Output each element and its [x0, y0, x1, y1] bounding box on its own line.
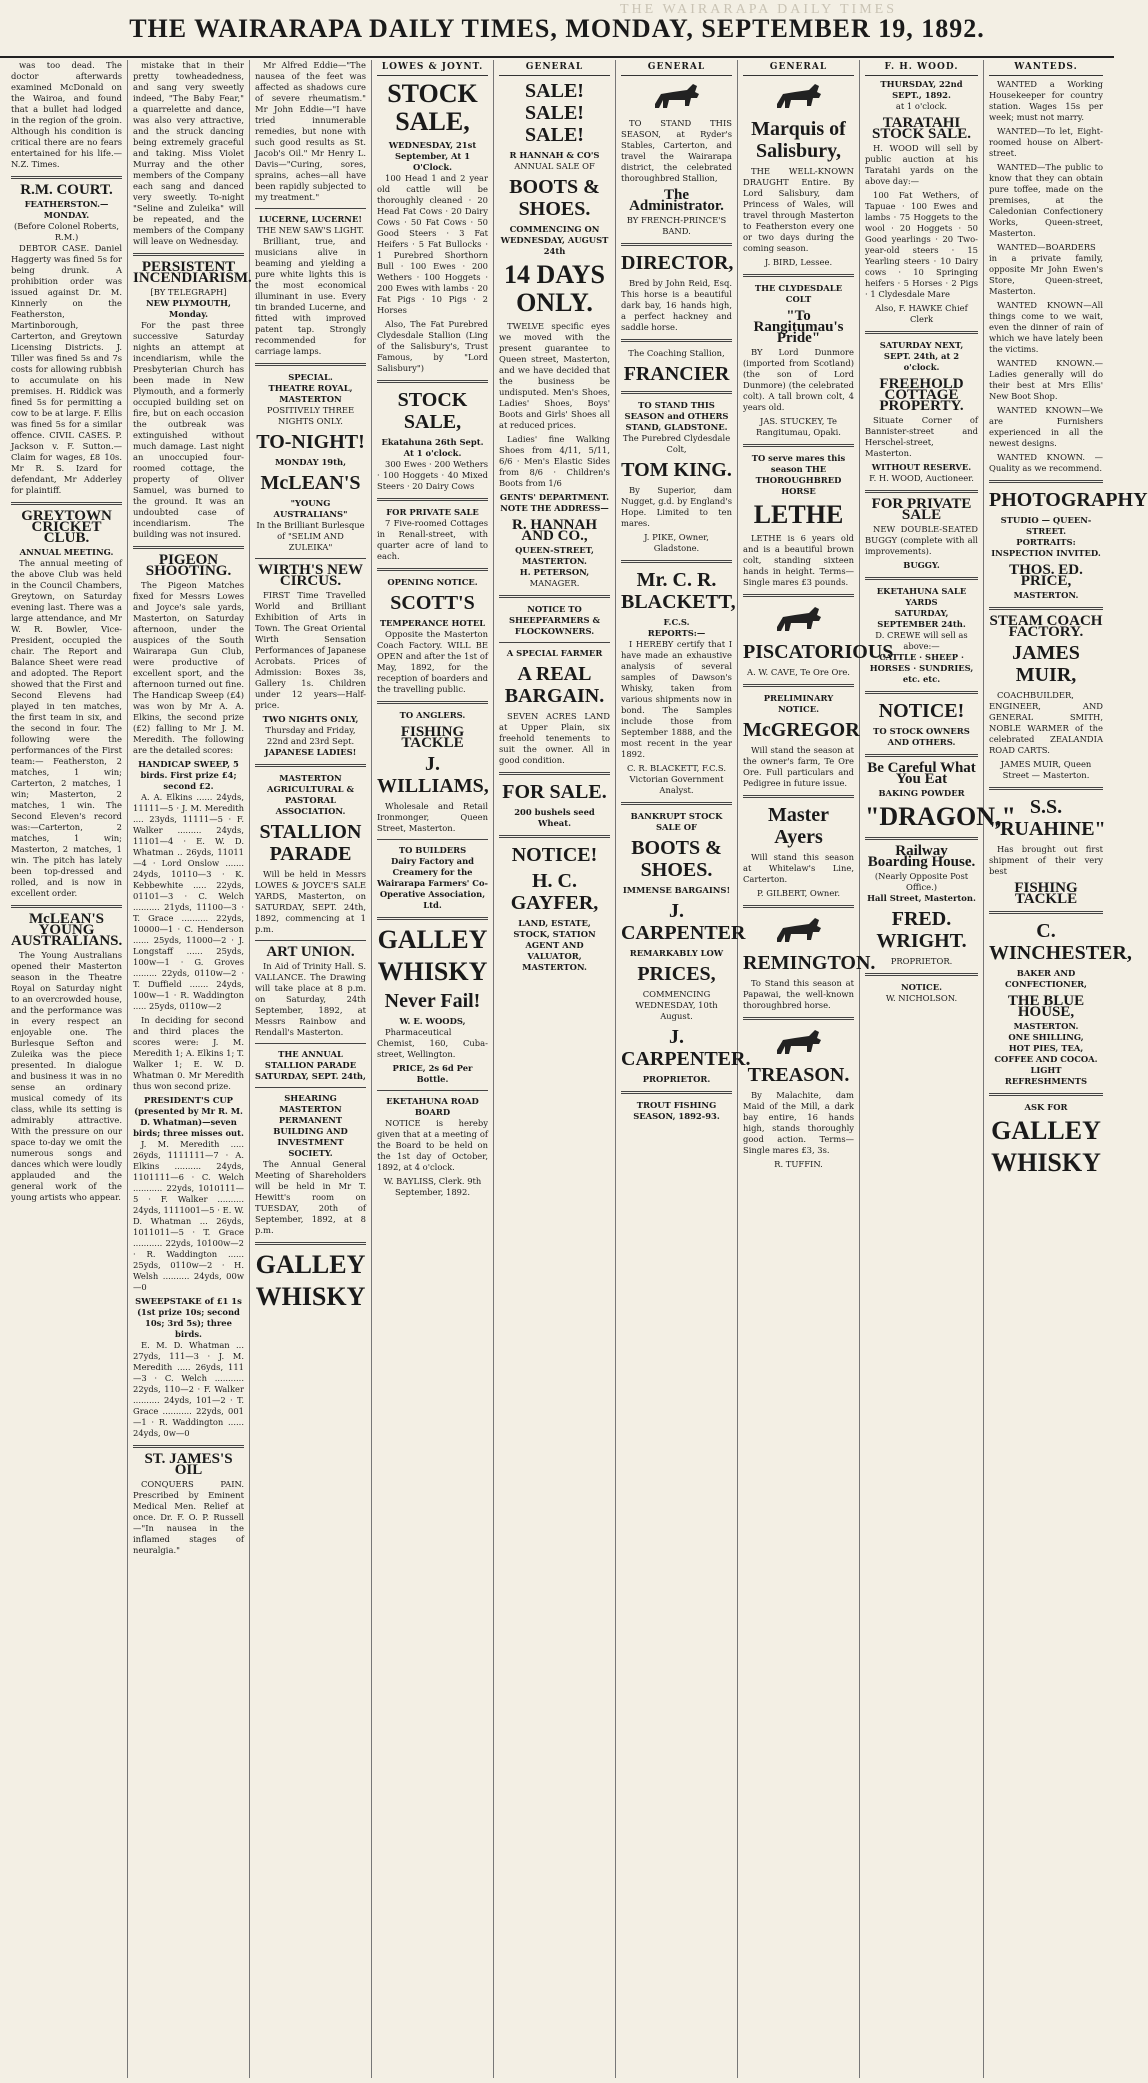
- muir-body: COACHBUILDER, ENGINEER, AND GENERAL SMITH, NOBLE WARMER of the celebrated ZEALANDIA ROAD CARTS.: [989, 690, 1103, 755]
- bird-signature: J. BIRD, Lessee.: [764, 257, 833, 267]
- reports-heading: REPORTS:—: [647, 628, 706, 638]
- stuckey-signature: JAS. STUCKEY, Te Rangitumau, Opaki.: [756, 416, 841, 437]
- builders-heading: TO BUILDERS: [398, 845, 467, 855]
- wanted-7: WANTED KNOWN—We are Furnishers experienced in all the newest designs.: [989, 405, 1103, 448]
- for-sale-heading: FOR SALE.: [502, 781, 607, 803]
- never-fail: Never Fail!: [384, 990, 481, 1012]
- sale-body: TWELVE specific eyes we moved with the present guarantee to Queen street, Masterton, and we have decided that the business be undisputed. Men's Shoes, Ladies' Shoes, Boys' Boots and Girls' Shoes all at reduced prices.: [499, 321, 610, 430]
- marquis-heading: Marquis of Salisbury,: [751, 118, 846, 162]
- thos-price: THOS. ED. PRICE,: [1009, 562, 1083, 589]
- wheat-for-sale: 200 bushels seed Wheat.: [514, 807, 595, 828]
- young-australians-title: "YOUNG AUSTRALIANS": [273, 498, 348, 519]
- horse-icon: [769, 80, 829, 114]
- wanted-8: WANTED KNOWN. — Quality as we recommend.: [989, 452, 1103, 473]
- ekatahuna-items: 300 Ewes · 200 Wethers · 100 Hoggets · 40 Mixed Steers · 20 Dairy Cows: [377, 459, 488, 491]
- taratahi-body: H. WOOD will sell by public auction at his Taratahi yards on the above day:—: [865, 143, 978, 186]
- photography-heading: PHOTOGRAPHY: [989, 489, 1148, 511]
- stock-sale-heading: STOCK SALE,: [387, 79, 478, 136]
- incendiarism-byline: [BY TELEGRAPH]: [150, 287, 227, 297]
- railway-boarding: Railway Boarding House.: [867, 843, 976, 870]
- notice-heading-2: NOTICE!: [878, 700, 965, 722]
- winchester-heading: C. WINCHESTER,: [989, 920, 1132, 964]
- private-sale-heading: FOR PRIVATE SALE: [386, 507, 479, 517]
- wood-auctioneer: F. H. WOOD, Auctioneer.: [869, 473, 974, 483]
- newspaper-title: THE WAIRARAPA DAILY TIMES, MONDAY, SEPTEMBER 19, 1892.: [129, 14, 985, 43]
- notice-heading-3: NOTICE.: [900, 982, 943, 992]
- cattle-list: CATTLE · SHEEP · HORSES · SUNDRIES, etc. etc.: [869, 652, 974, 684]
- incendiarism-body: For the past three successive Saturday nights an attempt at incendiarism, while the Presbyterian Church has been made in New Plymouth, and a formerly occupied building set on fire, but on each occasion the outbreak was extinguished without much damage. Last night an unoccupied four-roomed cottage, the property of Oliver Samuel, was burned to the ground. It was an undoubted case of incendiarism. The building was not insured.: [133, 320, 244, 539]
- sale-time: at 1 o'clock.: [895, 101, 948, 111]
- stock-sale-date: WEDNESDAY, 21st September, At 1 O'Clock.: [388, 140, 477, 172]
- whisky-ad: WHISKY: [255, 1282, 366, 1311]
- special-heading: SPECIAL.: [288, 372, 333, 382]
- boots-shoes-heading: BOOTS & SHOES.: [509, 176, 600, 220]
- young-australians-heading: McLEAN'S YOUNG AUSTRALIANS.: [11, 911, 123, 949]
- francier-heading: FRANCIER: [623, 363, 730, 385]
- james-muir: JAMES MUIR,: [1012, 642, 1080, 686]
- theatre-royal: THEATRE ROYAL, MASTERTON: [268, 383, 353, 404]
- fourteen-days-only: 14 DAYS ONLY.: [504, 260, 605, 317]
- blackett-signature: C. R. BLACKETT, F.C.S. Victorian Government Analyst.: [626, 763, 727, 795]
- column-7: [738, 60, 894, 2078]
- rm-court-before: (Before Colonel Roberts, R.M.): [14, 221, 119, 242]
- column-3: [250, 60, 372, 2078]
- ekatahuna-stock-sale: STOCK SALE,: [397, 389, 468, 433]
- director-heading: DIRECTOR,: [621, 252, 734, 274]
- piscatorious-heading: PISCATORIOUS: [743, 641, 894, 663]
- newspaper-columns: [6, 60, 1148, 2078]
- pigeon-heading: PIGEON SHOOTING.: [145, 552, 232, 579]
- eketahuna-date: SATURDAY, SEPTEMBER 24th.: [877, 608, 966, 629]
- rangitumau-body: BY Lord Dunmore (imported from Scotland) (the son of Lord Dunmore) (the celebrated colt). A tall brown colt, 4 years old.: [743, 347, 854, 412]
- sports-notice: TO STAND THIS SEASON and OTHERS STAND, GLADSTONE.: [624, 400, 729, 432]
- column-2: [128, 60, 250, 2078]
- galley-ad-2: GALLEY: [377, 925, 488, 954]
- hannah-street: QUEEN-STREET, MASTERTON.: [515, 545, 594, 566]
- dairy-factory: Dairy Factory and Creamery for the Wairarapa Farmers' Co-Operative Association, Ltd.: [377, 856, 489, 910]
- building-society-heading: MASTERTON PERMANENT BUILDING AND INVESTMENT SOCIETY.: [273, 1104, 348, 1158]
- gayfer-body: LAND, ESTATE, STOCK, STATION AGENT AND VALUATOR, MASTERTON.: [513, 918, 596, 972]
- notice-heading: NOTICE!: [511, 844, 598, 866]
- portraits: PORTRAITS:: [1016, 537, 1076, 547]
- rm-court-body: DEBTOR CASE. Daniel Haggerty was fined 5s for being drunk. A prohibition order was issued against Dr. M. Kinnerly on the Featherston, Martinborough, Carterton, and Greytown Licensing Districts. J. Tiller was fined 5s and 7s costs for allowing rubbish to accumulate on his premises. H. Riddick was fined 5s for permitting a cow to be at large. F. Ellis was fined 5s for a similar offence. CIVIL CASES. P. Jackson v. F. Sutton.—Claim for wages, £8 10s. Mr R. S. Izard for defendant, Mr Adderley for plaintiff.: [11, 243, 122, 495]
- galley-ad-3: GALLEY: [991, 1116, 1101, 1145]
- presidents-cup-heading: PRESIDENT'S CUP (presented by Mr R. M. D. Whatman)—seven birds; three misses out.: [133, 1095, 244, 1138]
- lethe-heading: LETHE: [753, 500, 844, 529]
- without-reserve: WITHOUT RESERVE.: [871, 462, 972, 472]
- two-nights: TWO NIGHTS ONLY,: [262, 714, 359, 724]
- remarkably-low: REMARKABLY LOW: [629, 948, 724, 958]
- incendiarism-place: NEW PLYMOUTH, Monday.: [146, 298, 231, 319]
- master-ayers-body: Will stand this season at Whitelaw's Line, Carterton.: [743, 852, 854, 884]
- handicap-heading: HANDICAP SWEEP, 5 birds. First prize £4; second £2.: [138, 759, 239, 791]
- railway-sub: (Nearly Opposite Post Office.): [874, 871, 969, 892]
- crewe-notice: D. CREWE will sell as above:—: [875, 630, 968, 651]
- cave-signature: A. W. CAVE, Te Ore Ore.: [747, 667, 850, 677]
- wanted-6: WANTED KNOWN.—Ladies generally will do their best at Mrs Ellis' New Boot Shop.: [989, 358, 1103, 401]
- mcgregor-body: Will stand the season at the owner's farm, Te Ore Ore. Full particulars and Pedigree in future issue.: [743, 745, 854, 788]
- fishing-tackle-heading: FISHING TACKLE: [400, 724, 465, 751]
- fred-wright-role: PROPRIETOR.: [890, 956, 953, 966]
- bargain-body: SEVEN ACRES LAND at Upper Plain, six freehold tenements to suit the owner. All in good condition.: [499, 711, 610, 765]
- carpenter-signature: J. CARPENTER.: [621, 1026, 751, 1070]
- taratahi-items: 100 Fat Wethers, of Tapuae · 100 Ewes and lambs · 75 Hoggets to the wool · 20 Hoggets · 50 Good yearlings · 20 Two-year-old steers · 15 Yearling steers · 10 Dairy cows · 10 Springing heifers · 5 Horses · 2 Pigs · 1 Clydesdale Mare: [865, 190, 978, 299]
- tom-king-heading: TOM KING.: [621, 459, 732, 481]
- stallion-parade-body: Will be held in Messrs LOWES & JOYCE'S SALE YARDS, Masterton, on SATURDAY, SEPT. 24th, 1892, commencing at 1 p.m.: [255, 869, 366, 934]
- st-jacobs-oil-body: CONQUERS PAIN. Prescribed by Eminent Medical Men. Relief at once. Dr. F. O. P. Russell—"In nausea in the inflamed stages of neuralgia.": [133, 1479, 244, 1555]
- buggy: BUGGY.: [903, 560, 940, 570]
- presidents-cup-scores: J. M. Meredith ..... 26yds, 1111111—7 · A. Elkins .......... 24yds, 1101111—6 · C. Welch ........... 22yds, 1010111—5 · F. Walker .......... 24yds, 1111001—5 · E. W. D. Whatman ... 26yds, 1011011—5 · T. Grace ........... 22yds, 10100w—2 · R. Waddington ...... 25yds, 0110w—2 · H. Welsh .......... 24yds, 00w—0: [133, 1139, 244, 1292]
- sale-prices: Ladies' fine Walking Shoes from 4/11, 5/11, 6/6 · Men's Elastic Sides from 8/6 · Children's Boots from 1/6: [499, 434, 610, 488]
- saturday-next: SATURDAY NEXT, SEPT. 24th, at 2 o'clock.: [879, 340, 964, 372]
- column-2-intro: mistake that in their pretty towheadedness, and sang very sweetly indeed, "The Baby Fear," a quarrelette and dance, was also very attractive, and the struck dancing being extremely graceful and taking. Miss Violet Murray and the other members of the Company each sang and danced very sweetly. To-night "Seline and Zuleika" will be repeated, and the members of the Company will leave on Wednesday.: [133, 60, 244, 246]
- purebred-colt: The Purebred Clydesdale Colt,: [622, 433, 731, 454]
- wanted-1: WANTED a Working Housekeeper for country station. Wages 15s per week; must not marry.: [989, 79, 1103, 122]
- hannah-heading: R HANNAH & CO'S: [509, 150, 600, 160]
- private-sale-body: 7 Five-roomed Cottages in Renall-street, with quarter acre of land to each.: [377, 518, 488, 561]
- intro-paragraph: was too dead. The doctor afterwards examined McDonald on the Wairoa, and found that a bullet had lodged in the region of the groin. Although his condition is critical there are no fears entertained for his life.—N.Z. Times.: [11, 60, 122, 169]
- mcleans-heading: McLEAN'S: [260, 472, 361, 494]
- peterson-name: H. PETERSON,: [519, 567, 590, 577]
- tuffin-signature: R. TUFFIN.: [774, 1159, 823, 1169]
- lethe-body: LETHE is 6 years old and is a beautiful brown colt, standing sixteen hands in height. Terms—Single mares £3 pounds.: [743, 533, 854, 587]
- baker-confectioner: BAKER AND CONFECTIONER,: [1005, 968, 1087, 989]
- scotts-body: Opposite the Masterton Coach Factory. WILL BE OPEN and after the 1st of May, 1892, for the reception of boarders and the travelling public.: [377, 629, 488, 694]
- circus-heading: WIRTH'S NEW CIRCUS.: [258, 562, 363, 589]
- treason-heading: TREASON.: [747, 1064, 850, 1086]
- woods-body: Pharmaceutical Chemist, 160, Cuba-street, Wellington.: [377, 1027, 488, 1059]
- masthead-ghost-text: THE WAIRARAPA DAILY TIMES: [620, 2, 898, 17]
- fcs: F.C.S.: [663, 617, 690, 627]
- horse-icon: [769, 1026, 829, 1060]
- annual-sale-of: ANNUAL SALE OF: [514, 161, 595, 171]
- annual-stallion-date: SATURDAY, SEPT. 24th,: [255, 1071, 366, 1081]
- temperance-hotel: TEMPERANCE HOTEL: [379, 618, 486, 628]
- immense-bargains: IMMENSE BARGAINS!: [622, 885, 731, 895]
- fishing-tackle-2: FISHING TACKLE: [1014, 880, 1078, 907]
- column-5-heading: GENERAL: [499, 60, 610, 76]
- art-union-body: In Aid of Trinity Hall. S. VALLANCE. The Drawing will take place at 8 p.m. on Saturday, 24th September, 1892, at Messrs Rainbow and Rendall's Masterton.: [255, 961, 366, 1037]
- column-6-heading: GENERAL: [621, 60, 732, 76]
- cricket-subheading: ANNUAL MEETING.: [19, 547, 114, 557]
- scotts-heading: SCOTT'S: [390, 592, 475, 614]
- road-board-heading: EKETAHUNA ROAD BOARD: [386, 1096, 479, 1117]
- master-ayers-heading: Master Ayers: [767, 804, 830, 848]
- nicholson-signature: W. NICHOLSON.: [885, 993, 958, 1003]
- baking-powder: BAKING POWDER: [878, 788, 965, 798]
- hall-street: Hall Street, Masterton.: [867, 893, 976, 903]
- handicap-scores: A. A. Elkins ...... 24yds, 11111—5 · J. M. Meredith .... 23yds, 11111—5 · F. Walker ......... 24yds, 11101—4 · E. W. D. Whatman .. 26yds, 11011—4 · Lord Onslow ....... 24yds, 10110—3 · K. Kebbewhite ..... 22yds, 01101—3 · C. Welch .......... 21yds, 11100—3 · T. Grace .......... 22yds, 10000—1 · C. Henderson ...... 25yds, 11000—2 · J. Longstaff ...... 25yds, 100w—1 · G. Groves ......... 22yds, 0110w—2 · T. Duffield ....... 24yds, 100w—1 · R. Waddington ..... 25yds, 0110w—2: [133, 792, 244, 1011]
- freehold-body: Situate Corner of Bannister-street and Herschel-street, Masterton.: [865, 415, 978, 458]
- japanese-ladies: JAPANESE LADIES!: [264, 747, 357, 757]
- muir-signature: JAMES MUIR, Queen Street — Masterton.: [1000, 759, 1092, 780]
- shearing-heading: SHEARING: [284, 1093, 337, 1103]
- horse-icon: [769, 914, 829, 948]
- hannah-address: R. HANNAH AND CO.,: [512, 517, 597, 544]
- steam-coach-factory: STEAM COACH FACTORY.: [989, 613, 1103, 640]
- masthead: [0, 0, 1114, 58]
- pigeon-body: The Pigeon Matches fixed for Messrs Lowes and Joyce's sale yards, Masterton, on Saturday afternoon, under the auspices of the South Wairarapa Gun Club, were productive of excellent sport, and the afternoon turned out fine. The Handicap Sweep (£4) was won by Mr A. A. Elkins, the second prize (£2) falling to Mr J. M. Meredith. The following are the detailed scores:: [133, 580, 244, 755]
- ruahine-heading: S.S. "RUAHINE": [989, 796, 1106, 840]
- director-body: Bred by John Reid, Esq. This horse is a beautiful dark bay, 16 hands high, a perfect hackney and saddle horse.: [621, 278, 732, 332]
- trout-fishing: TROUT FISHING SEASON, 1892-93.: [633, 1100, 720, 1121]
- circus-body: FIRST Time Travelled World and Brilliant Exhibition of Arts in Town. The Great Oriental Wirth Sensation Performances of Japanese Acrobats. Prices of Admission: Boxes 3s, Gallery 1s. Children under 12 years—Half-price.: [255, 590, 366, 710]
- williams-body: Wholesale and Retail Ironmonger, Queen Street, Masterton.: [377, 801, 488, 833]
- monday-date: MONDAY 19th,: [275, 457, 346, 467]
- dragon-heading: "DRAGON,": [865, 802, 1016, 831]
- gilbert-signature: P. GILBERT, Owner.: [756, 888, 841, 898]
- horse-icon: [769, 603, 829, 637]
- sale-sale-sale: SALE! SALE! SALE!: [525, 80, 584, 146]
- stock-sale-also: Also, The Fat Purebred Clydesdale Stallion (Ling of the Salisbury's, Trust Famous, by "Lord Salisbury"): [377, 319, 488, 373]
- road-board-notice: NOTICE is hereby given that at a meeting of the Board to be held on the 1st day of October, 1892, at 4 o'clock.: [377, 1118, 488, 1172]
- hot-pies: HOT PIES, TEA, COFFEE AND COCOA.: [994, 1043, 1098, 1064]
- opening-notice: OPENING NOTICE.: [387, 577, 478, 587]
- remington-body: To Stand this season at Papawai, the well-known thoroughbred horse.: [743, 978, 854, 1010]
- building-society-body: The Annual General Meeting of Shareholders will be held in Mr T. Hewitt's room on TUESDAY, 20th of September, 1892, at 8 p.m.: [255, 1159, 366, 1235]
- testimonials: Mr Alfred Eddie—"The nausea of the feet was affected as shadows cure of severe rheumatism." Mr John Eddie—"I have tried innumerable remedies, but none with such good results as St. Jacob's Oil." Mr Henry L. Davis—"Curing, sores, sprains, aches—all have been rapidly subjected to my treatment.": [255, 60, 366, 202]
- column-4: [372, 60, 494, 2078]
- carpenter-commencing: COMMENCING WEDNESDAY, 10th August.: [635, 989, 718, 1021]
- be-careful: Be Careful What You Eat: [867, 760, 976, 787]
- column-9-heading: WANTEDS.: [989, 60, 1103, 76]
- administrator-by: BY FRENCH-PRINCE'S BAND.: [626, 215, 727, 236]
- ruahine-body: Has brought out first shipment of their very best: [989, 844, 1103, 876]
- positively-three-nights: POSITIVELY THREE NIGHTS ONLY.: [266, 405, 355, 426]
- treason-body: By Malachite, dam Maid of the Mill, a dark bay entire, 16 hands high, stands thoroughly good action. Terms—Single mares £3, 3s.: [743, 1090, 854, 1155]
- column-9: [984, 60, 1148, 2078]
- lucerne-heading: LUCERNE, LUCERNE!: [258, 214, 363, 224]
- whisky-ad-3: WHISKY: [991, 1148, 1101, 1177]
- carpenter-proprietor: PROPRIETOR.: [642, 1074, 711, 1084]
- pike-signature: J. PIKE, Owner, Gladstone.: [644, 532, 709, 553]
- horse-icon: [647, 80, 707, 114]
- bankrupt-heading: BANKRUPT STOCK SALE OF: [630, 811, 723, 832]
- stand-notice: TO STAND THIS SEASON, at Ryder's Stables, Carterton, and travel the Wairarapa district, the celebrated thoroughbred Stallion,: [621, 118, 732, 183]
- stock-owners: TO STOCK OWNERS AND OTHERS.: [873, 726, 970, 747]
- column-8: [860, 60, 1016, 2078]
- handicap-second-round: In deciding for second and third places the scores were: J. M. Meredith 1; A. Elkins 1; T. Walker 1; E. W. D. Whatman 0. Mr Meredith thus won second prize.: [133, 1015, 244, 1091]
- young-australians-body: The Young Australians opened their Masterton season in the Theatre Royal on Saturday night to an overcrowded house, and the performance was in every respect an enjoyable one. The Burlesque Sefton and Zuleika was the piece presented. In dialogue and business it was in no sense an ordinary musical comedy of its class, while its setting is admirably attractive. With the pressure on our space to-day we omit the numerous songs and dances which were loudly applauded and the general work of the young artists who appear.: [11, 950, 122, 1202]
- column-8-heading: F. H. WOOD.: [865, 60, 978, 76]
- sweepstake-scores: E. M. D. Whatman ... 27yds, 111—3 · J. M. Meredith ..... 26yds, 111—3 · C. Welch ........... 22yds, 110—2 · F. Walker .......... 24yds, 101—2 · T. Grace ........... 22yds, 001—1 · R. Waddington ...... 24yds, 0w—0: [133, 1340, 244, 1438]
- gents-department: GENTS' DEPARTMENT.: [499, 492, 610, 502]
- wanted-2: WANTED—To let, Eight-roomed house on Albert-street.: [989, 126, 1103, 158]
- lucerne-subheading: THE NEW SAW'S LIGHT.: [256, 225, 364, 235]
- column-4-heading: LOWES & JOYNT.: [377, 60, 488, 76]
- remington-heading: REMINGTON.: [743, 952, 876, 974]
- column-1: [6, 60, 128, 2078]
- wanted-5: WANTED KNOWN—All things come to we wait, even the dinner of rain of which we have lately been the victims.: [989, 300, 1103, 354]
- ag-association-heading: MASTERTON AGRICULTURAL & PASTORAL ASSOCIATION.: [266, 773, 355, 816]
- bankrupt-boots-shoes: BOOTS & SHOES.: [631, 837, 722, 881]
- road-board-signature: W. BAYLISS, Clerk. 9th September, 1892.: [383, 1176, 482, 1197]
- real-bargain: A REAL BARGAIN.: [504, 663, 605, 707]
- wanted-3: WANTED—The public to know that they can obtain pure toffee, made on the premises, at the Caledonian Confectionery Works, Queen-street, Masterton.: [989, 162, 1103, 238]
- lucerne-body: Brilliant, true, and musicians alive in beaming and yielding a pure white lights this is the most economical illuminant in use. Every tin branded Lucerne, and fitted with improved patent tap. Strongly recommended for carriage lamps.: [255, 236, 366, 356]
- williams-heading: J. WILLIAMS,: [377, 753, 489, 797]
- column-5: [494, 60, 616, 2078]
- private-sale-heading-2: FOR PRIVATE SALE: [871, 496, 972, 523]
- thursday-date: THURSDAY, 22nd SEPT., 1892.: [880, 79, 963, 100]
- annual-stallion-parade: THE ANNUAL STALLION PARADE: [264, 1049, 357, 1070]
- rm-court-heading: R.M. COURT.: [20, 182, 113, 198]
- one-shilling: ONE SHILLING,: [1008, 1032, 1084, 1042]
- eketahuna-sale-yards: EKETAHUNA SALE YARDS: [876, 586, 967, 607]
- sheepfarmers-notice: NOTICE TO SHEEPFARMERS & FLOCKOWNERS.: [508, 604, 601, 636]
- commencing-date: COMMENCING ON WEDNESDAY, AUGUST 24th: [500, 224, 609, 256]
- whisky-ad-2: WHISKY: [377, 957, 488, 986]
- tonight-heading: TO-NIGHT!: [256, 431, 365, 453]
- wanted-4: WANTED—BOARDERS in a private family, opposite Mr John Ewen's Store, Queen-street, Masterton.: [989, 242, 1103, 296]
- mcgregor-heading: McGREGOR: [743, 719, 860, 741]
- photography-studio: STUDIO — QUEEN-STREET.: [1000, 515, 1092, 536]
- rm-court-place: FEATHERSTON.—MONDAY.: [24, 199, 109, 220]
- burlesque-title: In the Brilliant Burlesque of "SELIM AND ZULEIKA": [256, 520, 365, 552]
- st-jacobs-oil-heading: ST. JAMES'S OIL: [144, 1451, 233, 1478]
- incendiarism-heading: PERSISTENT INCENDIARISM.: [133, 259, 252, 286]
- cricket-body: The annual meeting of the above Club was held in the Council Chambers, Greytown, on Saturday evening last. There was a large attendance, and Mr W. R. Bowler, Vice-President, occupied the chair. The Report and Balance Sheet were read and adopted. The Report showed that the First and Second Elevens had played in ten matches, the first team in six, and the second in four. The following were the performances of the First team:— Featherston, 2 matches, 1 win; Carterton, 2 matches, 1 win; Masterton, 2 matches, 1 win. The Second Eleven's record was:—Carterton, 2 matches, 1 win; Masterton, 2 matches, 1 win. The pitch has lately been top-dressed and rolled, and is now in excellent order.: [11, 558, 122, 898]
- marquis-body: THE WELL-KNOWN DRAUGHT Entire. By Lord Salisbury, dam Princess of Wales, will travel through Masterton to Featherston every one or two days during the coming season.: [743, 166, 854, 253]
- column-7-heading: GENERAL: [743, 60, 854, 76]
- price-per-bottle: PRICE, 2s 6d Per Bottle.: [392, 1063, 473, 1084]
- thoroughbred-horse: TO serve mares this season THE THOROUGHBRED HORSE: [751, 453, 846, 496]
- fred-wright: FRED. WRIGHT.: [876, 908, 967, 952]
- column-6: [616, 60, 751, 2078]
- galley-ad: GALLEY: [255, 1250, 366, 1279]
- freehold-cottage: FREEHOLD COTTAGE PROPERTY.: [879, 376, 964, 414]
- preliminary-notice: PRELIMINARY NOTICE.: [763, 693, 834, 714]
- blackett-heading: Mr. C. R. BLACKETT,: [621, 569, 736, 613]
- stallion-parade-heading: STALLION PARADE: [259, 821, 362, 865]
- taratahi-heading: TARATAHI STOCK SALE.: [872, 115, 971, 142]
- anglers-heading: TO ANGLERS.: [399, 710, 466, 720]
- blue-house-place: MASTERTON.: [1013, 1021, 1079, 1031]
- light-refreshments: LIGHT REFRESHMENTS: [1004, 1065, 1088, 1086]
- peterson-role: MANAGER.: [529, 578, 580, 588]
- carpenter-heading: J. CARPENTER: [621, 900, 746, 944]
- inspection-invited: INSPECTION INVITED.: [991, 548, 1101, 558]
- tom-king-body: By Superior, dam Nugget, g.d. by England's Hope. Limited to ten mares.: [621, 485, 732, 528]
- woods-heading: W. E. WOODS,: [399, 1016, 466, 1026]
- blue-house: THE BLUE HOUSE,: [1007, 993, 1085, 1020]
- sweepstake-heading: SWEEPSTAKE of £1 1s (1st prize 10s; second 10s; 3rd 5s); three birds.: [135, 1296, 242, 1339]
- clydesdale-colt: THE CLYDESDALE COLT: [754, 283, 843, 304]
- ask-for: ASK FOR: [1024, 1102, 1068, 1112]
- art-union-heading: ART UNION.: [266, 944, 355, 960]
- note-address: NOTE THE ADDRESS—: [500, 503, 609, 513]
- rangitumau-pride: "To Rangitumau's Pride": [753, 308, 844, 346]
- coaching-stallion: The Coaching Stallion,: [628, 348, 725, 358]
- price-masterton: MASTERTON.: [1013, 590, 1079, 600]
- two-nights-date: Thursday and Friday, 22nd and 23rd Sept.: [265, 725, 356, 746]
- reports-body: I HEREBY certify that I have made an exhaustive analysis of several samples of Dawson's Whisky, taken from various shipments now in bond. The Samples include those from September 1888, and the most recent in the year 1892.: [621, 639, 732, 759]
- special-farmer: A SPECIAL FARMER: [506, 648, 603, 658]
- gayfer-heading: H. C. GAYFER,: [510, 870, 599, 914]
- cricket-heading: GREYTOWN CRICKET CLUB.: [21, 508, 112, 546]
- ekatahuna-date: Ekatahuna 26th Sept. At 1 o'clock.: [381, 437, 484, 458]
- prices-heading: PRICES,: [637, 963, 716, 985]
- hawke-signature: Also, F. HAWKE Chief Clerk: [875, 303, 968, 324]
- administrator-heading: The Administrator.: [629, 187, 724, 214]
- stock-sale-items: 100 Head 1 and 2 year old cattle will be thoroughly cleaned · 20 Head Fat Cows · 20 Dairy Cows · 50 Fat Cows · 50 Good Steers · 3 Fat Heifers · 5 Fat Bullocks · 1 Purebred Shorthorn Bull · 100 Ewes · 200 Wethers · 100 Hoggets · 200 Ewes with lambs · 20 Fat Pigs · 10 Pigs · 2 Horses: [377, 173, 488, 315]
- buggy-body: NEW DOUBLE-SEATED BUGGY (complete with all improvements).: [865, 524, 978, 556]
